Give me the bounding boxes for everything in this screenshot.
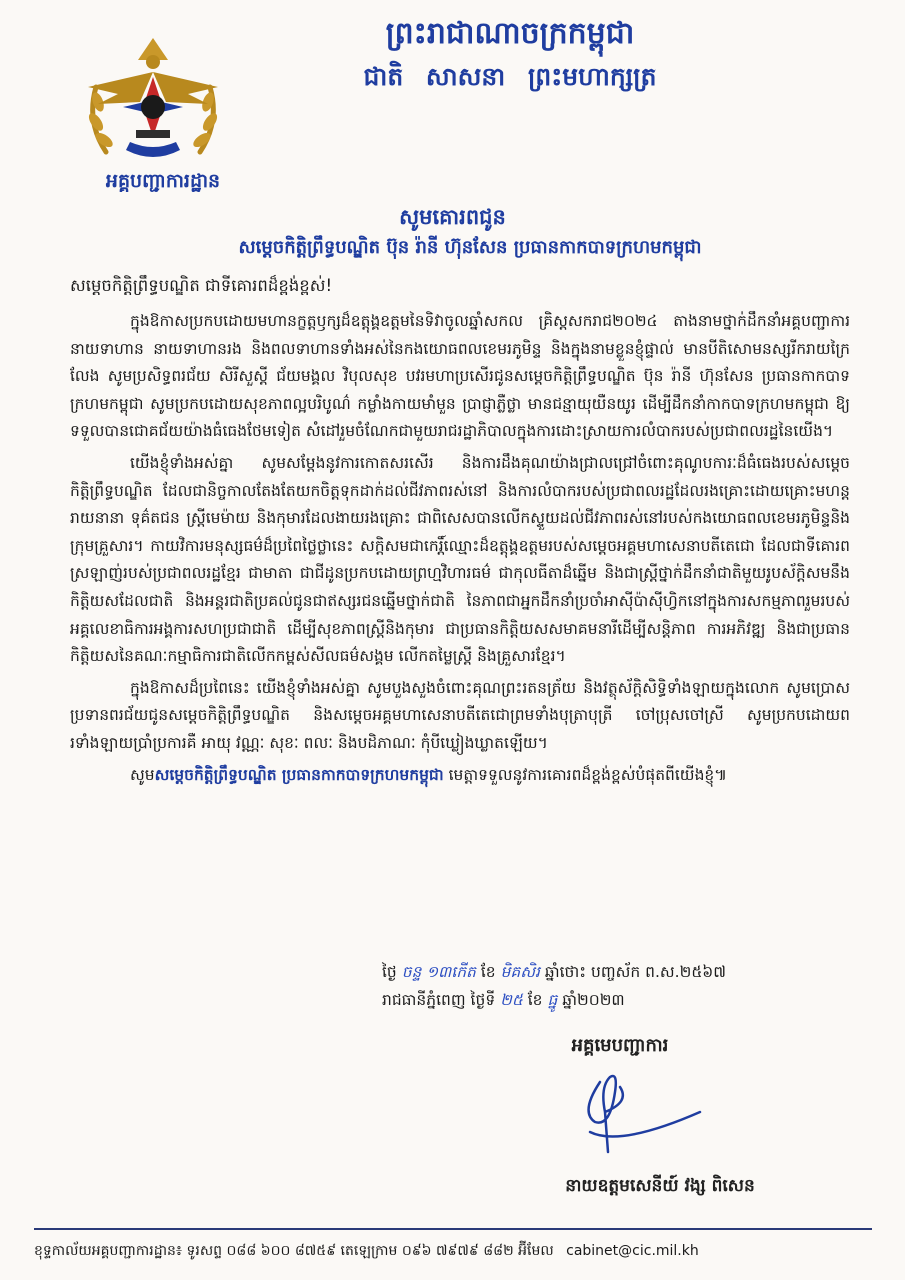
lunar-date-line	[382, 958, 852, 986]
body-paragraph-1: ក្នុងឱកាសប្រកបដោយមហានក្ខត្តឫក្សដ៏ឧត្ដុង្គឧត្ដមនៃទិវាចូលឆ្នាំសកល គ្រិស្តសករាជ២០២៤ តាងនាមថ្នាក់ដឹកនាំអគ្គបញ្ជាការ នាយទាហាន នាយទាហានរង និងពលទាហានទាំងអស់នៃកងយោធពលខេមរភូមិន្ទ និងក្នុងនាមខ្លួនខ្ញុំផ្ទាល់ មានបីតិសោមនស្សរីករាយក្រៃលែង សូមប្រសិទ្ធពរជ័យ សិរីសួស្តី ជ័យមង្គល វិបុលសុខ បវរមហាប្រសើរជូនសម្ដេចកិត្តិព្រឹទ្ធបណ្ឌិត ប៊ុន រ៉ានី ហ៊ុនសែន ប្រធានកាកបាទក្រហមកម្ពុជា សូមប្រកបដោយសុខភាពល្អបរិបូណ៌ កម្លាំងកាយមាំមួន ប្រាជ្ញាភ្លឺថ្លា មានជន្មាយុយឺនយូរ ដើម្បីដឹកនាំកាកបាទក្រហមកម្ពុជា ឱ្យទទួលបានជោគជ័យយ៉ាងធំធេងថែមទៀត សំដៅរួមចំណែកជាមួយរាជរដ្ឋាភិបាលក្នុងការដោះស្រាយការលំបាករបស់ប្រជាពលរដ្ឋនៃយើង។	[70, 312, 850, 441]
month-label-2: ខែ	[527, 991, 543, 1009]
signer-name: នាយឧត្តមសេនីយ៍ វង្ស ពិសេន	[565, 1176, 755, 1196]
body-paragraph-3: ក្នុងឱកាសដ៏ប្រពៃនេះ យើងខ្ញុំទាំងអស់គ្នា សូមបួងសួងចំពោះគុណព្រះរតនត្រ័យ និងវត្ថុស័ក្តិសិទ្ធិទាំងឡាយក្នុងលោក សូមប្រោសប្រទានពរជ័យជូនសម្ដេចកិត្តិព្រឹទ្ធបណ្ឌិត និងសម្ដេចអគ្គមហាសេនាបតីតេជោព្រមទាំងបុត្រាបុត្រី ចៅប្រុសចៅស្រី សូមប្រកបដោយពរទាំងឡាយប្រាំប្រការគឺ អាយុ វណ្ណៈ សុខៈ ពលៈ និងបដិភាណៈ កុំបីឃ្លៀងឃ្លាតឡើយ។	[70, 678, 850, 752]
lunar-prefix: ថ្ងៃ	[382, 963, 397, 981]
closing-paragraph	[70, 762, 850, 790]
footer-email[interactable]: cabinet@cic.mil.kh	[566, 1243, 699, 1259]
lunar-month: មិគសិរ	[500, 963, 540, 981]
month-label: ខែ	[480, 963, 496, 981]
body-paragraph-2: យើងខ្ញុំទាំងអស់គ្នា សូមសម្ដែងនូវការកោតសរសើរ និងការដឹងគុណយ៉ាងជ្រាលជ្រៅចំពោះគុណូបការៈដ៏ធំធេងរបស់សម្ដេចកិត្តិព្រឹទ្ធបណ្ឌិត ដែលជានិច្ចកាលតែងតែយកចិត្តទុកដាក់ដល់ជីវភាពរស់នៅ និងការលំបាករបស់ប្រជាពលរដ្ឋដែលរងគ្រោះដោយគ្រោះមហន្តរាយនានា ទុគ៌តជន ស្ត្រីមេម៉ាយ និងកុមារដែលងាយរងគ្រោះ ជាពិសេសបានលើកស្ទួយដល់ជីវភាពរស់នៅរបស់កងយោធពលខេមរភូមិន្ទនិងក្រុមគ្រួសារ។ កាយវិការមនុស្សធម៌ដ៏ប្រពៃថ្លៃថ្លានេះ សក្ដិសមជាកេរ្តិ៍ឈ្មោះដ៏ឧត្ដុង្គឧត្ដមរបស់សម្ដេចអគ្គមហាសេនាបតីតេជោ ដែលជាទីគោរពស្រឡាញ់របស់ប្រជាពលរដ្ឋខ្មែរ ជាមាតា ជាជីដូនប្រកបដោយព្រហ្មវិហារធម៌ ជាកុលធីតាដ៏ឆ្នើម និងជាស្ត្រីថ្នាក់ដឹកនាំជាតិមួយរូបស័ក្ដិសមនឹងកិត្តិយសដែលជាតិ និងអន្តរជាតិប្រគល់ជូនជាឥស្សរជនឆ្នើមថ្នាក់ជាតិ នៃភាពជាអ្នកដឹកនាំប្រចាំអាស៊ីប៉ាស៊ីហ្វិកនៅក្នុងការសកម្មភាពរួមរបស់អគ្គលេខាធិការអង្គការសហប្រជាជាតិ ដើម្បីសុខភាពស្ត្រីនិងកុមារ ជាប្រធានកិត្តិយសសមាគមនារីដើម្បីសន្តិភាព ការអភិវឌ្ឍ និងជាប្រធានកិត្តិយសនៃគណៈកម្មាធិការជាតិលើកកម្ពស់សីលធម៌សង្គម លើកតម្លៃស្ត្រី និងគ្រួសារខ្មែរ។	[70, 453, 850, 666]
lunar-date: ១៣កើត	[426, 963, 476, 981]
solar-year: ឆ្នាំ២០២៣	[562, 991, 625, 1009]
closing-prefix: សូម	[130, 765, 155, 784]
lunar-year: ឆ្នាំថោះ បញ្ចស័ក ព.ស.២៥៦៧	[544, 963, 726, 981]
lunar-day: ចន្ទ	[401, 963, 422, 981]
solar-date-line	[382, 986, 852, 1014]
footer-contact	[34, 1238, 872, 1264]
solar-month: ធ្នូ	[547, 991, 558, 1009]
recipient-line: សម្ដេចកិត្តិព្រឹទ្ធបណ្ឌិត ប៊ុន រ៉ានី ហ៊ុនសែន ប្រធានកាកបាទក្រហមកម្ពុជា	[238, 237, 702, 258]
salutation-heading: សូមគោរពជូន	[399, 205, 506, 229]
office-name: អគ្គបញ្ជាការដ្ឋាន	[105, 170, 221, 192]
closing-recipient: សម្ដេចកិត្តិព្រឹទ្ធបណ្ឌិត ប្រធានកាកបាទក្រហមកម្ពុជា	[154, 765, 444, 784]
greeting-line: សម្ដេចកិត្តិព្រឹទ្ធបណ្ឌិត ជាទីគោរពដ៏ខ្ពង់ខ្ពស់!	[70, 276, 333, 295]
closing-suffix: មេត្តាទទួលនូវការគោរពដ៏ខ្ពង់ខ្ពស់បំផុតពីយើងខ្ញុំ៕	[443, 765, 728, 784]
signer-title: អគ្គមេបញ្ជាការ	[571, 1035, 669, 1056]
handwritten-signature	[560, 1052, 710, 1172]
kingdom-title: ព្រះរាជាណាចក្រកម្ពុជា	[385, 16, 635, 51]
letter-body	[70, 308, 850, 793]
footer-text: ខុទ្ទកាល័យអគ្គបញ្ជាការដ្ឋាន៖ ទូរសព្ទ ០៨៨ ៦០០ ៨៧៥៩ តេឡេក្រាម ០៩៦ ៧៩៧៩ ៨៨២ អ៊ីមែល	[34, 1243, 554, 1259]
national-motto: ជាតិ សាសនា ព្រះមហាក្សត្រ	[363, 62, 657, 91]
footer-divider	[34, 1228, 872, 1230]
military-emblem-icon	[78, 32, 228, 170]
date-block	[382, 958, 852, 1014]
solar-day: ២៥	[500, 991, 523, 1009]
solar-prefix: រាជធានីភ្នំពេញ ថ្ងៃទី	[382, 991, 496, 1009]
